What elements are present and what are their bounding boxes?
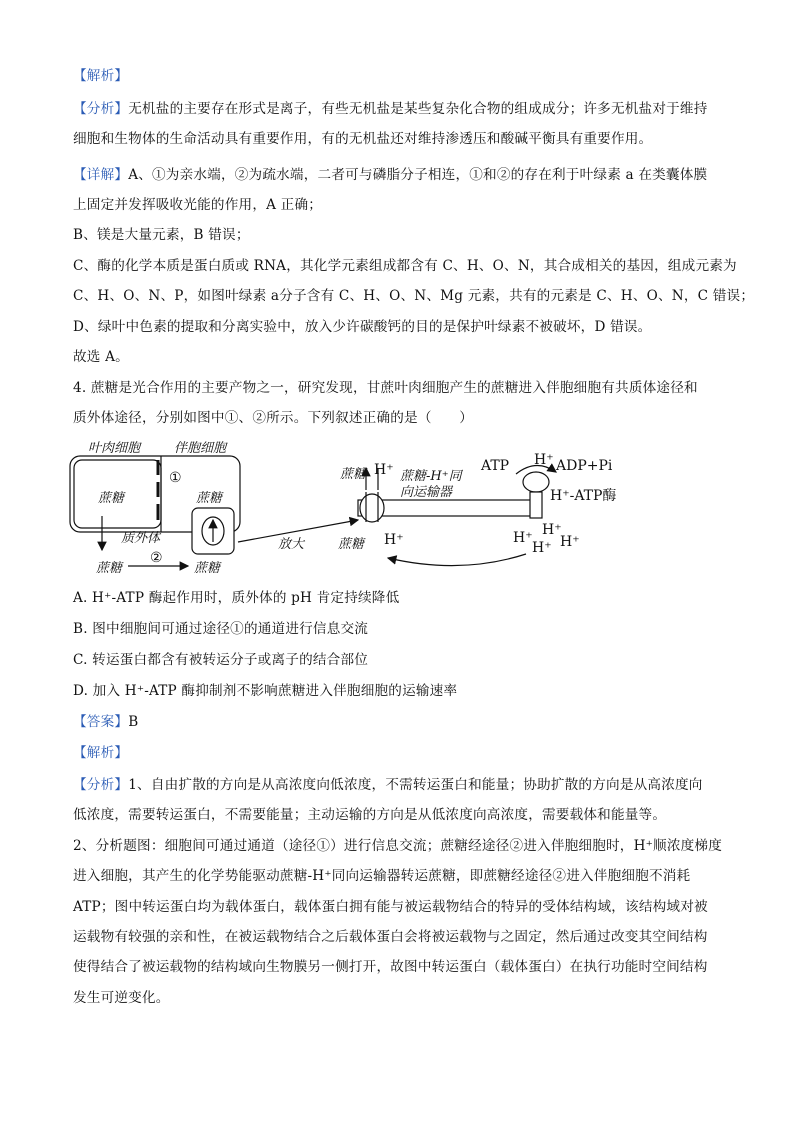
cotransporter-label-2: 向运输器 — [400, 485, 453, 500]
sucrose-mesophyll-label: 蔗糖 — [98, 491, 125, 506]
option-d: D. 加入 H⁺-ATP 酶抑制剂不影响蔗糖进入伴胞细胞的运输速率 — [73, 683, 458, 699]
sucrose-top-label: 蔗糖 — [340, 467, 367, 482]
h-plus-atpase-top: H⁺ — [534, 452, 554, 468]
fenxi-label: 【分析】 — [73, 101, 129, 117]
sucrose-bottom-label: 蔗糖 — [338, 537, 365, 552]
companion-cell-label: 伴胞细胞 — [174, 441, 227, 456]
h-plus-1: H⁺ — [513, 530, 533, 546]
sucrose-right-bottom: 蔗糖 — [194, 561, 221, 576]
detail-c-line-2: C、H、O、N、P，如图叶绿素 a分子含有 C、H、O、N、Mg 元素，共有的元素是 C、H、O、N，C 错误； — [73, 288, 755, 304]
analysis-line-1: 【分析】无机盐的主要存在形式是离子，有些无机盐是某些复杂化合物的组成成分；许多无机盐对于维持 — [73, 101, 708, 117]
option-c: C. 转运蛋白都含有被转运分子或离子的结合部位 — [73, 652, 369, 668]
analysis-line-2: 细胞和生物体的生命活动具有重要作用，有的无机盐还对维持渗透压和酸碱平衡具有重要作用。 — [73, 131, 653, 147]
analysis2-line-4: 进入细胞，其产生的化学势能驱动蔗糖-H⁺同向运输器转运蔗糖，即蔗糖经途径②进入伴胞细胞不消耗 — [73, 868, 691, 884]
mesophyll-cell-label: 叶肉细胞 — [88, 441, 141, 456]
h-plus-4: H⁺ — [560, 534, 580, 550]
analysis2-line-2: 低浓度，需要转运蛋白，不需要能量；主动运输的方向是从低浓度向高浓度，需要载体和能量等。 — [73, 807, 667, 823]
path1-label: ① — [169, 470, 182, 486]
apoplast-label: 质外体 — [121, 531, 161, 546]
analysis2-line-7: 使得结合了被运载物的结构域向生物膜另一侧打开，故图中转运蛋白（载体蛋白）在执行功能时空间结构 — [73, 959, 708, 975]
h-plus-2: H⁺ — [542, 522, 562, 538]
cotransporter-label-1: 蔗糖-H⁺同 — [400, 469, 462, 484]
h-plus-top: H⁺ — [374, 462, 394, 478]
analysis2-line-8: 发生可逆变化。 — [73, 990, 170, 1006]
xiangjie-label: 【详解】 — [73, 167, 129, 183]
question-stem-line-1: 4. 蔗糖是光合作用的主要产物之一，研究发现，甘蔗叶肉细胞产生的蔗糖进入伴胞细胞有共质体途径和 — [73, 380, 698, 396]
option-b: B. 图中细胞间可通过途径①的通道进行信息交流 — [73, 621, 369, 637]
membrane — [358, 500, 538, 516]
atpase-stalk — [530, 492, 542, 518]
answer-label: 【答案】 — [73, 714, 129, 730]
magnify-label: 放大 — [278, 537, 305, 552]
sucrose-left-bottom: 蔗糖 — [96, 561, 123, 576]
jiexi-heading: 【解析】 — [73, 68, 129, 84]
sucrose-companion-label: 蔗糖 — [196, 491, 223, 506]
detail-line-1: 【详解】A、①为亲水端，②为疏水端，二者可与磷脂分子相连，①和②的存在利于叶绿素 a 在类囊体膜 — [73, 167, 708, 183]
conclusion-line: 故选 A。 — [73, 349, 129, 365]
adp-pi-label: ADP+Pi — [556, 458, 613, 474]
sucrose-transport-diagram — [66, 430, 646, 582]
analysis2-line-3: 2、分析题图：细胞间可通过通道（途径①）进行信息交流；蔗糖经途径②进入伴胞细胞时，H⁺顺浓度梯度 — [73, 838, 722, 854]
analysis2-line-6: 运载物有较强的亲和性，在被运载物结合之后载体蛋白会将被运载物与之固定，然后通过改变其空间结构 — [73, 929, 708, 945]
detail-b-line: B、镁是大量元素，B 错误； — [73, 227, 250, 243]
analysis2-line-5: ATP；图中转运蛋白均为载体蛋白，载体蛋白拥有能与被运载物结合的特异的受体结构域，该结构域对被 — [73, 899, 708, 915]
path2-label: ② — [150, 550, 163, 566]
atpase-head — [523, 472, 549, 492]
answer-value: B — [128, 714, 139, 730]
cotransporter — [360, 494, 384, 522]
analysis2-line-1: 【分析】1、自由扩散的方向是从高浓度向低浓度，不需转运蛋白和能量；协助扩散的方向是从高浓度向 — [73, 777, 703, 793]
detail-d-line: D、绿叶中色素的提取和分离实验中，放入少许碳酸钙的目的是保护叶绿素不被破坏，D 错误。 — [73, 319, 652, 335]
answer-line — [73, 712, 733, 732]
detail-line-2: 上固定并发挥吸收光能的作用，A 正确； — [73, 197, 323, 213]
detail-c-line-1: C、酶的化学本质是蛋白质或 RNA，其化学元素组成都含有 C、H、O、N，其合成相关的基因，组成元素为 — [73, 258, 737, 274]
h-plus-bottom: H⁺ — [384, 532, 404, 548]
option-a: A. H⁺-ATP 酶起作用时，质外体的 pH 肯定持续降低 — [73, 590, 400, 606]
question-stem-line-2: 质外体途径，分别如图中①、②所示。下列叙述正确的是（ ） — [73, 410, 474, 426]
atpase-label: H⁺-ATP酶 — [550, 488, 617, 504]
atp-label: ATP — [481, 458, 510, 474]
h-plus-3: H⁺ — [532, 540, 552, 556]
jiexi-heading-2: 【解析】 — [73, 745, 129, 761]
fenxi-label-2: 【分析】 — [73, 777, 129, 793]
